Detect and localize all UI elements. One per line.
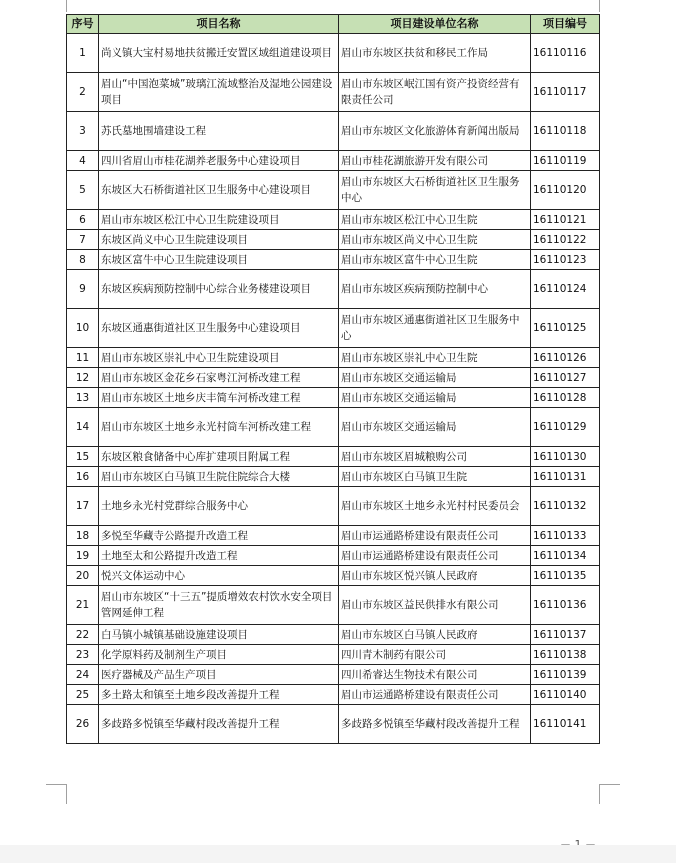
cell-code: 16110120 [531, 171, 600, 210]
cell-unit: 眉山市东坡区益民供排水有限公司 [339, 586, 531, 625]
table-row [67, 151, 600, 171]
header-unit: 项目建设单位名称 [339, 15, 531, 34]
table-row [67, 546, 600, 566]
table-row [67, 348, 600, 368]
table-row [67, 171, 600, 210]
cell-no: 1 [67, 34, 99, 73]
table-row [67, 467, 600, 487]
cell-name: 化学原料药及制剂生产项目 [99, 645, 339, 665]
table-row [67, 625, 600, 645]
cell-no: 25 [67, 685, 99, 705]
cell-unit: 眉山市东坡区白马镇人民政府 [339, 625, 531, 645]
cell-unit: 四川希睿达生物技术有限公司 [339, 665, 531, 685]
cell-name: 尚义镇大宝村易地扶贫搬迁安置区域组道建设项目 [99, 34, 339, 73]
table-row [67, 73, 600, 112]
cell-code: 16110130 [531, 447, 600, 467]
cell-code: 16110118 [531, 112, 600, 151]
cell-name: 眉山市东坡区金花乡石家粤江河桥改建工程 [99, 368, 339, 388]
table-row [67, 447, 600, 467]
cell-code: 16110140 [531, 685, 600, 705]
table-row [67, 566, 600, 586]
table-body [67, 34, 600, 744]
table-header-row [67, 15, 600, 34]
cell-code: 16110139 [531, 665, 600, 685]
cell-no: 6 [67, 210, 99, 230]
cell-name: 眉山市东坡区土地乡永光村筒车河桥改建工程 [99, 408, 339, 447]
table-row [67, 487, 600, 526]
crop-mark-bottom-left-v [66, 784, 67, 804]
cell-code: 16110128 [531, 388, 600, 408]
cell-name: 眉山市东坡区崇礼中心卫生院建设项目 [99, 348, 339, 368]
cell-code: 16110119 [531, 151, 600, 171]
cell-code: 16110124 [531, 270, 600, 309]
cell-unit: 眉山市桂花湖旅游开发有限公司 [339, 151, 531, 171]
cell-no: 17 [67, 487, 99, 526]
cell-unit: 眉山市运通路桥建设有限责任公司 [339, 546, 531, 566]
cell-unit: 眉山市东坡区交通运输局 [339, 388, 531, 408]
cell-no: 18 [67, 526, 99, 546]
cell-no: 2 [67, 73, 99, 112]
cell-code: 16110135 [531, 566, 600, 586]
cell-name: 悦兴文体运动中心 [99, 566, 339, 586]
crop-mark-bottom-left-h [46, 784, 66, 785]
cell-unit: 眉山市东坡区眉城粮购公司 [339, 447, 531, 467]
cell-code: 16110134 [531, 546, 600, 566]
cell-code: 16110137 [531, 625, 600, 645]
table-row [67, 230, 600, 250]
cell-name: 多歧路多悦镇至华藏村段改善提升工程 [99, 705, 339, 744]
header-code: 项目编号 [531, 15, 600, 34]
table-row [67, 645, 600, 665]
cell-no: 23 [67, 645, 99, 665]
cell-code: 16110136 [531, 586, 600, 625]
table-row [67, 408, 600, 447]
page-bottom-band [0, 845, 676, 863]
cell-no: 8 [67, 250, 99, 270]
cell-code: 16110133 [531, 526, 600, 546]
table-row [67, 685, 600, 705]
cell-no: 24 [67, 665, 99, 685]
table-row [67, 270, 600, 309]
cell-no: 13 [67, 388, 99, 408]
cell-no: 10 [67, 309, 99, 348]
cell-unit: 眉山市东坡区土地乡永光村村民委员会 [339, 487, 531, 526]
cell-name: 东坡区富牛中心卫生院建设项目 [99, 250, 339, 270]
cell-code: 16110122 [531, 230, 600, 250]
cell-no: 19 [67, 546, 99, 566]
cell-code: 16110141 [531, 705, 600, 744]
cell-unit: 眉山市东坡区大石桥街道社区卫生服务中心 [339, 171, 531, 210]
cell-name: 白马镇小城镇基础设施建设项目 [99, 625, 339, 645]
cell-name: 多悦至华藏寺公路提升改造工程 [99, 526, 339, 546]
cell-no: 16 [67, 467, 99, 487]
cell-name: 四川省眉山市桂花湖养老服务中心建设项目 [99, 151, 339, 171]
crop-mark-top-left-v [66, 0, 67, 12]
table-row [67, 210, 600, 230]
cell-unit: 眉山市东坡区扶贫和移民工作局 [339, 34, 531, 73]
cell-unit: 四川青木制药有限公司 [339, 645, 531, 665]
table-row [67, 705, 600, 744]
table-row [67, 586, 600, 625]
header-no: 序号 [67, 15, 99, 34]
table-row [67, 526, 600, 546]
cell-code: 16110121 [531, 210, 600, 230]
cell-name: 眉山“中国泡菜城”玻璃江流域整治及湿地公园建设项目 [99, 73, 339, 112]
cell-name: 眉山市东坡区土地乡庆丰简车河桥改建工程 [99, 388, 339, 408]
table-row [67, 250, 600, 270]
cell-unit: 眉山市东坡区尚义中心卫生院 [339, 230, 531, 250]
cell-code: 16110126 [531, 348, 600, 368]
table-row [67, 665, 600, 685]
cell-code: 16110123 [531, 250, 600, 270]
cell-no: 5 [67, 171, 99, 210]
cell-no: 26 [67, 705, 99, 744]
cell-name: 土地至太和公路提升改造工程 [99, 546, 339, 566]
cell-name: 东坡区通惠街道社区卫生服务中心建设项目 [99, 309, 339, 348]
cell-code: 16110127 [531, 368, 600, 388]
cell-unit: 眉山市东坡区疾病预防控制中心 [339, 270, 531, 309]
cell-no: 12 [67, 368, 99, 388]
header-name: 项目名称 [99, 15, 339, 34]
cell-code: 16110129 [531, 408, 600, 447]
cell-no: 14 [67, 408, 99, 447]
cell-unit: 眉山市东坡区白马镇卫生院 [339, 467, 531, 487]
cell-code: 16110125 [531, 309, 600, 348]
table-row [67, 368, 600, 388]
project-table [66, 14, 600, 744]
crop-mark-bottom-right-v [599, 784, 600, 804]
cell-name: 土地乡永光村党群综合服务中心 [99, 487, 339, 526]
cell-unit: 多歧路多悦镇至华藏村段改善提升工程 [339, 705, 531, 744]
cell-unit: 眉山市东坡区交通运输局 [339, 368, 531, 388]
cell-name: 多土路太和镇至土地乡段改善提升工程 [99, 685, 339, 705]
table-row [67, 112, 600, 151]
cell-name: 眉山市东坡区松江中心卫生院建设项目 [99, 210, 339, 230]
cell-name: 东坡区疾病预防控制中心综合业务楼建设项目 [99, 270, 339, 309]
cell-no: 22 [67, 625, 99, 645]
cell-unit: 眉山市运通路桥建设有限责任公司 [339, 526, 531, 546]
cell-no: 11 [67, 348, 99, 368]
cell-unit: 眉山市东坡区松江中心卫生院 [339, 210, 531, 230]
cell-name: 东坡区粮食储备中心库扩建项目附属工程 [99, 447, 339, 467]
cell-name: 东坡区尚义中心卫生院建设项目 [99, 230, 339, 250]
cell-code: 16110116 [531, 34, 600, 73]
cell-unit: 眉山市运通路桥建设有限责任公司 [339, 685, 531, 705]
crop-mark-bottom-right-h [600, 784, 620, 785]
cell-code: 16110132 [531, 487, 600, 526]
table-row [67, 34, 600, 73]
cell-unit: 眉山市东坡区岷江国有资产投资经营有限责任公司 [339, 73, 531, 112]
cell-no: 15 [67, 447, 99, 467]
cell-code: 16110138 [531, 645, 600, 665]
table-row [67, 309, 600, 348]
cell-unit: 眉山市东坡区悦兴镇人民政府 [339, 566, 531, 586]
table-row [67, 388, 600, 408]
cell-no: 7 [67, 230, 99, 250]
cell-unit: 眉山市东坡区崇礼中心卫生院 [339, 348, 531, 368]
cell-name: 医疗器械及产品生产项目 [99, 665, 339, 685]
cell-no: 3 [67, 112, 99, 151]
crop-mark-top-right-v [599, 0, 600, 12]
cell-name: 东坡区大石桥街道社区卫生服务中心建设项目 [99, 171, 339, 210]
cell-unit: 眉山市东坡区通惠街道社区卫生服务中心 [339, 309, 531, 348]
cell-code: 16110117 [531, 73, 600, 112]
cell-unit: 眉山市东坡区富牛中心卫生院 [339, 250, 531, 270]
cell-no: 20 [67, 566, 99, 586]
cell-name: 苏氏墓地围墙建设工程 [99, 112, 339, 151]
cell-no: 9 [67, 270, 99, 309]
cell-unit: 眉山市东坡区文化旅游体育新闻出版局 [339, 112, 531, 151]
cell-name: 眉山市东坡区“十三五”提质增效农村饮水安全项目管网延伸工程 [99, 586, 339, 625]
cell-no: 4 [67, 151, 99, 171]
cell-name: 眉山市东坡区白马镇卫生院住院综合大楼 [99, 467, 339, 487]
cell-unit: 眉山市东坡区交通运输局 [339, 408, 531, 447]
cell-no: 21 [67, 586, 99, 625]
cell-code: 16110131 [531, 467, 600, 487]
